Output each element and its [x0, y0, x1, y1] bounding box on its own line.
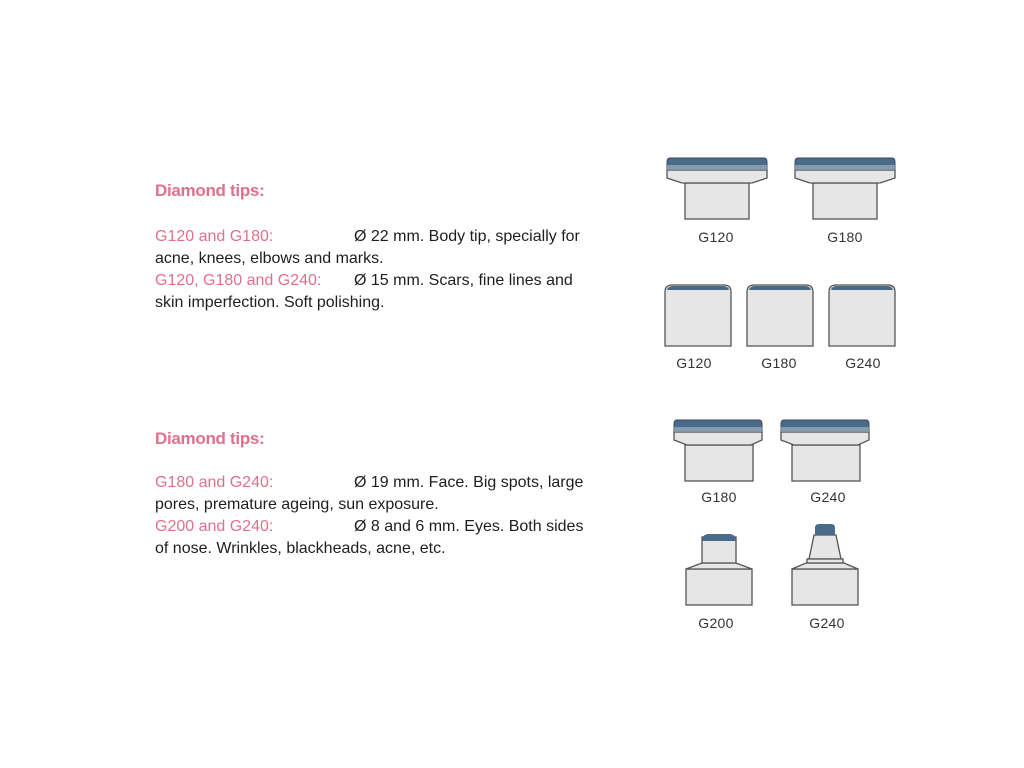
tip-label: G180	[701, 489, 737, 505]
flat-tip-g120-icon	[664, 284, 732, 348]
tip-label: G240	[845, 355, 881, 371]
eye-tip-g240-icon	[789, 523, 861, 607]
entry-description: Ø 19 mm. Face. Big spots, large pores, premature ageing, sun exposure.	[155, 474, 584, 513]
tip-label: G240	[809, 615, 845, 631]
section-text-2	[155, 472, 585, 560]
flat-tip-g180-icon	[746, 284, 814, 348]
section-heading-1: Diamond tips:	[155, 181, 265, 200]
tip-label: G200	[698, 615, 734, 631]
entry-models: G120, G180 and G240:	[155, 272, 322, 289]
face-tip-g180-icon	[673, 419, 765, 483]
section-text-1	[155, 226, 585, 314]
tip-label: G180	[761, 355, 797, 371]
flat-tip-g240-icon	[828, 284, 896, 348]
tip-label: G240	[810, 489, 846, 505]
entry-2-1	[155, 472, 585, 516]
entry-models: G200 and G240:	[155, 518, 274, 535]
tip-label: G120	[698, 229, 734, 245]
tip-label: G180	[827, 229, 863, 245]
entry-models: G120 and G180:	[155, 228, 274, 245]
face-tip-g240-icon	[780, 419, 872, 483]
entry-description: Ø 8 and 6 mm. Eyes. Both sides of nose. Wrinkles, blackheads, acne, etc.	[155, 518, 584, 557]
section-heading-2: Diamond tips:	[155, 429, 265, 448]
entry-2-2	[155, 516, 585, 560]
body-tip-g120-icon	[666, 157, 770, 221]
tip-label: G120	[676, 355, 712, 371]
entry-description: Ø 15 mm. Scars, fine lines and skin imperfection. Soft polishing.	[155, 272, 573, 311]
entry-description: Ø 22 mm. Body tip, specially for acne, knees, elbows and marks.	[155, 228, 580, 267]
entry-models: G180 and G240:	[155, 474, 274, 491]
body-tip-g180-icon	[794, 157, 898, 221]
eye-tip-g200-icon	[683, 533, 755, 607]
entry-1-1	[155, 226, 585, 270]
entry-1-2	[155, 270, 585, 314]
